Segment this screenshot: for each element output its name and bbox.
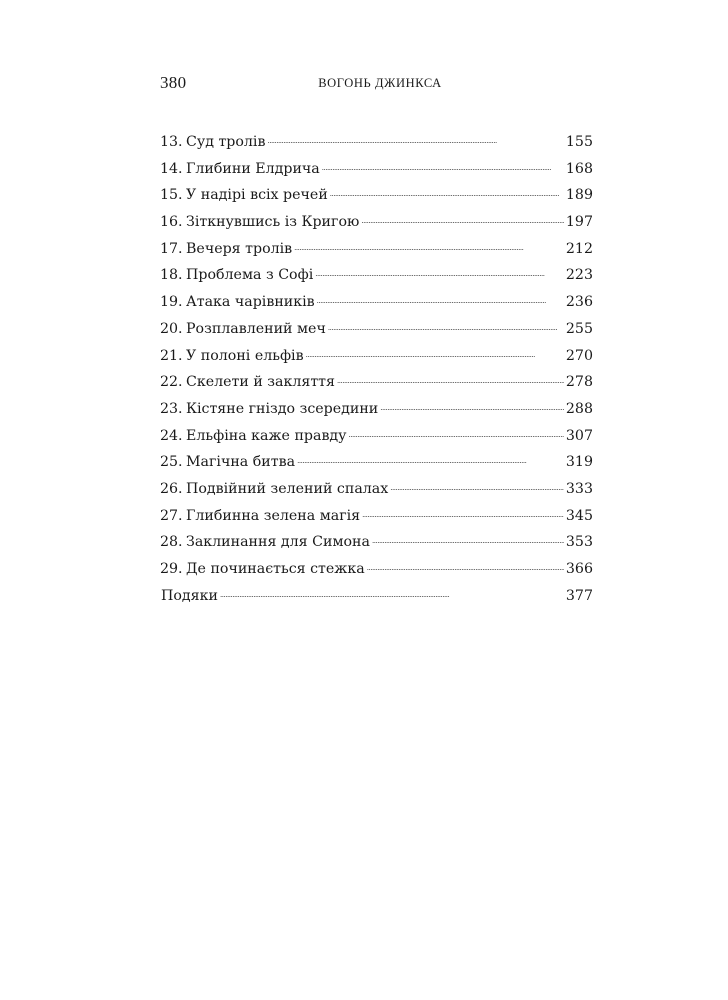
toc-entry-acknowledgements [160,586,593,613]
toc-entry [160,159,593,186]
toc-entry [160,426,593,453]
toc-leader-dots [367,559,564,573]
toc-leader-dots [330,185,564,199]
toc-entry-title: У надірі всіх речей [186,187,328,204]
toc-entry-title: Де починається стежка [186,561,365,577]
toc-entry-number: 21. [160,347,183,364]
toc-entry [160,185,593,212]
toc-entry-page: 236 [565,294,593,311]
toc-leader-dots [362,506,564,520]
toc-entry [160,265,593,292]
toc-leader-dots [306,346,564,360]
running-title: ВОГОНЬ ДЖИНКСА [318,76,442,90]
toc-entry-number: 29. [160,561,183,577]
toc-entry-page: 255 [565,320,593,337]
toc-entry-number: 16. [160,214,183,231]
toc-entry-title: Скелети й закляття [186,374,335,391]
toc-entry-title: Розплавлений меч [186,320,326,337]
toc-leader-dots [372,532,564,546]
toc-entry-title: Атака чарівників [186,294,315,311]
toc-entry [160,399,593,426]
toc-entry-page: 189 [565,187,593,204]
toc-leader-dots [294,239,564,253]
toc-entry-page: 155 [565,134,593,150]
toc-entry-page: 307 [565,427,593,444]
toc-leader-dots [349,426,564,440]
toc-entry [160,346,593,373]
toc-leader-dots [380,399,564,413]
toc-entry-page: 333 [565,480,593,497]
toc-entry-title: Глибинна зелена магія [186,507,361,524]
toc-entry-number: 13. [160,134,183,150]
toc-entry-number: 28. [160,534,183,551]
toc-entry-title: Вечеря тролів [186,240,293,257]
toc-entry [160,132,593,159]
toc-entry [160,239,593,266]
toc-entry [160,372,593,399]
toc-entry-page: 353 [565,534,593,551]
toc-leader-dots [390,479,564,493]
toc-entry-number: 14. [160,160,183,177]
toc-entry [160,292,593,319]
toc-leader-dots [322,159,564,173]
toc-leader-dots [328,319,564,333]
toc-entry-title: Ельфіна каже правду [186,427,347,444]
toc-entry-number: 19. [160,294,183,311]
toc-leader-dots [220,586,564,600]
toc-entry-page: 345 [565,507,593,524]
toc-entry-page: 377 [565,587,593,604]
toc-entry-page: 366 [565,561,593,577]
toc-entry-number: 20. [160,320,183,337]
toc-entry-number: 25. [160,454,183,471]
toc-entry-number: 23. [160,400,183,417]
toc-entry [160,452,593,479]
toc-entry [160,212,593,239]
toc-entry-title: Глибини Елдрича [186,160,320,177]
toc-entry [160,319,593,346]
page-header [160,73,600,97]
toc-entry-title: Подвійний зелений спалах [186,480,389,497]
toc-entry-title: Суд тролів [186,134,266,150]
toc-entry-number: 15. [160,187,183,204]
toc-entry-page: 197 [565,214,593,231]
toc-leader-dots [315,265,564,279]
toc-entry-title: Проблема з Софі [186,267,314,284]
toc-leader-dots [297,452,564,466]
toc-entry [160,506,593,533]
toc-entry [160,559,593,586]
toc-entry-page: 288 [565,400,593,417]
toc-entry-page: 212 [565,240,593,257]
toc-entry-number: 24. [160,427,183,444]
toc-entry-number: 26. [160,480,183,497]
toc-entry-number: 17. [160,240,183,257]
toc-entry-page: 319 [565,454,593,471]
toc-entry-number: 18. [160,267,183,284]
toc-entry-number: 27. [160,507,183,524]
toc-entry-page: 168 [565,160,593,177]
toc-leader-dots [267,132,563,146]
toc-entry-title: Заклинання для Симона [186,534,370,551]
toc-entry-title: У полоні ельфів [186,347,304,364]
toc-entry-number: 22. [160,374,183,391]
toc-entry-page: 270 [565,347,593,364]
toc-entry-page: 278 [565,374,593,391]
toc-entry [160,532,593,559]
table-of-contents [160,132,593,612]
toc-entry-page: 223 [565,267,593,284]
toc-entry-title: Магічна битва [186,454,296,471]
toc-entry-title: Зіткнувшись із Кригою [186,214,360,231]
toc-leader-dots [337,372,564,386]
toc-leader-dots [361,212,564,226]
toc-entry-title: Кістяне гніздо зсередини [186,400,379,417]
toc-entry [160,479,593,506]
toc-entry-title: Подяки [161,587,218,604]
page-number: 380 [160,73,187,92]
toc-leader-dots [317,292,564,306]
